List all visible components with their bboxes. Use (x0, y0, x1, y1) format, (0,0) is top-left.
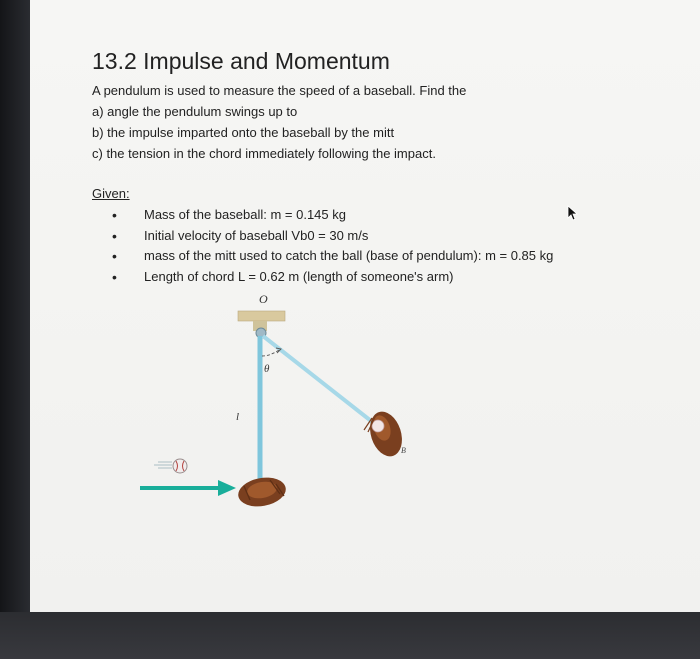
intro-line: a) angle the pendulum swings up to (92, 104, 298, 119)
length-label: l (236, 411, 240, 423)
intro-line: b) the impulse imparted onto the baseball by the mitt (92, 125, 395, 140)
given-item: • mass of the mitt used to catch the ball (base of pendulum): m = 0.85 kg (112, 246, 553, 267)
slide-title: 13.2 Impulse and Momentum (92, 48, 390, 74)
intro-line: A pendulum is used to measure the speed of a baseball. Find the (92, 83, 467, 98)
given-item: • Initial velocity of baseball Vb0 = 30 m/s (112, 226, 553, 247)
cursor-arrow-icon (568, 206, 577, 220)
velocity-arrow (140, 480, 236, 496)
mitt-icon (236, 474, 288, 510)
angle-label: θ (264, 363, 270, 375)
baseball-icon (154, 459, 187, 473)
pivot-label: O (259, 292, 268, 306)
pendulum-support (238, 311, 285, 321)
angle-arc (262, 350, 279, 356)
intro-line: c) the tension in the chord immediately following the impact. (92, 146, 436, 161)
given-item: • Length of chord L = 0.62 m (length of someone's arm) (112, 267, 553, 288)
end-label: B (401, 446, 406, 455)
given-heading: Given: (92, 186, 130, 201)
given-item: • Mass of the baseball: m = 0.145 kg (112, 205, 553, 226)
